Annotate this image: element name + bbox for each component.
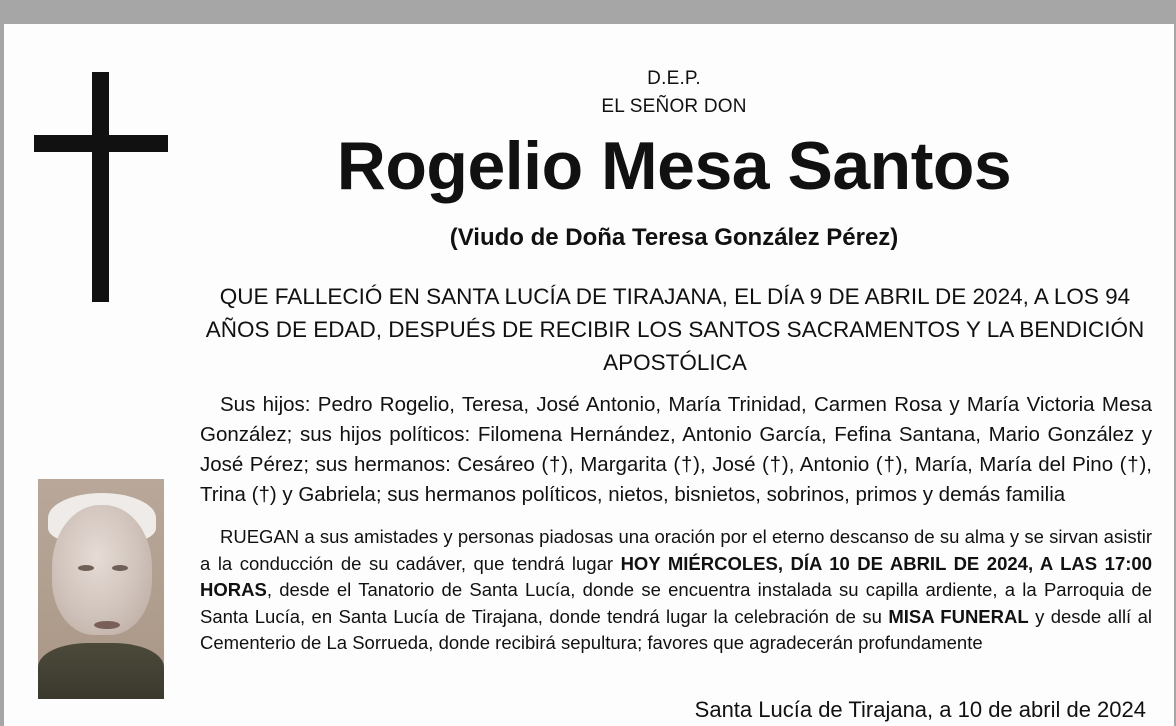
cross-vertical-bar [92,72,109,302]
photo-eye-right [112,565,128,571]
family-list: Sus hijos: Pedro Rogelio, Teresa, José Antonio, María Trinidad, Carmen Rosa y María Victoria Mesa González; sus hijos políticos: Filomena Hernández, Antonio García, Fefina Santana, Mario González y José Pérez; sus hermanos: Cesáreo (†), Margarita (†), José (†), Antonio (†), María, María del Pino (†), Trina (†) y Gabriela; sus hermanos políticos, nietos, bisnietos, sobrinos, primos y demás familia [200,393,1152,506]
portrait-photo [38,479,164,699]
closing-date-place: Santa Lucía de Tirajana, a 10 de abril de 2024 [694,697,1146,722]
widow-line: (Viudo de Doña Teresa González Pérez) [449,224,899,251]
photo-shirt [38,643,164,699]
obituary-notice [4,24,1174,726]
prayer-text-3: y desde allí al Cementerio de La Sorrueda, donde recibirá sepultura; favores que agradecerán profundamente [200,605,1152,653]
misa-funeral: MISA FUNERAL [888,605,1029,627]
photo-eye-left [78,565,94,571]
prayer-text-1: RUEGAN a sus amistades y personas piadosas una oración por el eterno descanso de su alma y se sirvan asistir a la conducción de su cadáver, que tendrá lugar [200,526,1152,574]
death-notice: QUE FALLECIÓ EN SANTA LUCÍA DE TIRAJANA, EL DÍA 9 DE ABRIL DE 2024, A LOS 94 AÑOS DE EDAD, DESPUÉS DE RECIBIR LOS SANTOS SACRAMENTOS Y LA BENDICIÓN APOSTÓLICA [205,284,1145,375]
photo-face [52,505,152,635]
dep-heading: D.E.P. [647,68,701,89]
prayer-request [200,524,1152,657]
cross-horizontal-bar [34,135,168,152]
funeral-date-time: HOY MIÉRCOLES, DÍA 10 DE ABRIL DE 2024, A LAS 17:00 HORAS [200,552,1152,600]
photo-mouth [94,621,120,629]
honorific: EL SEÑOR DON [601,96,747,117]
deceased-name: Rogelio Mesa Santos [336,128,1012,204]
prayer-text-2: , desde el Tanatorio de Santa Lucía, donde se encuentra instalada su capilla ardiente, a la Parroquia de Santa Lucía, en Santa Lucía de Tirajana, donde tendrá lugar la celebración de su [200,579,1152,627]
